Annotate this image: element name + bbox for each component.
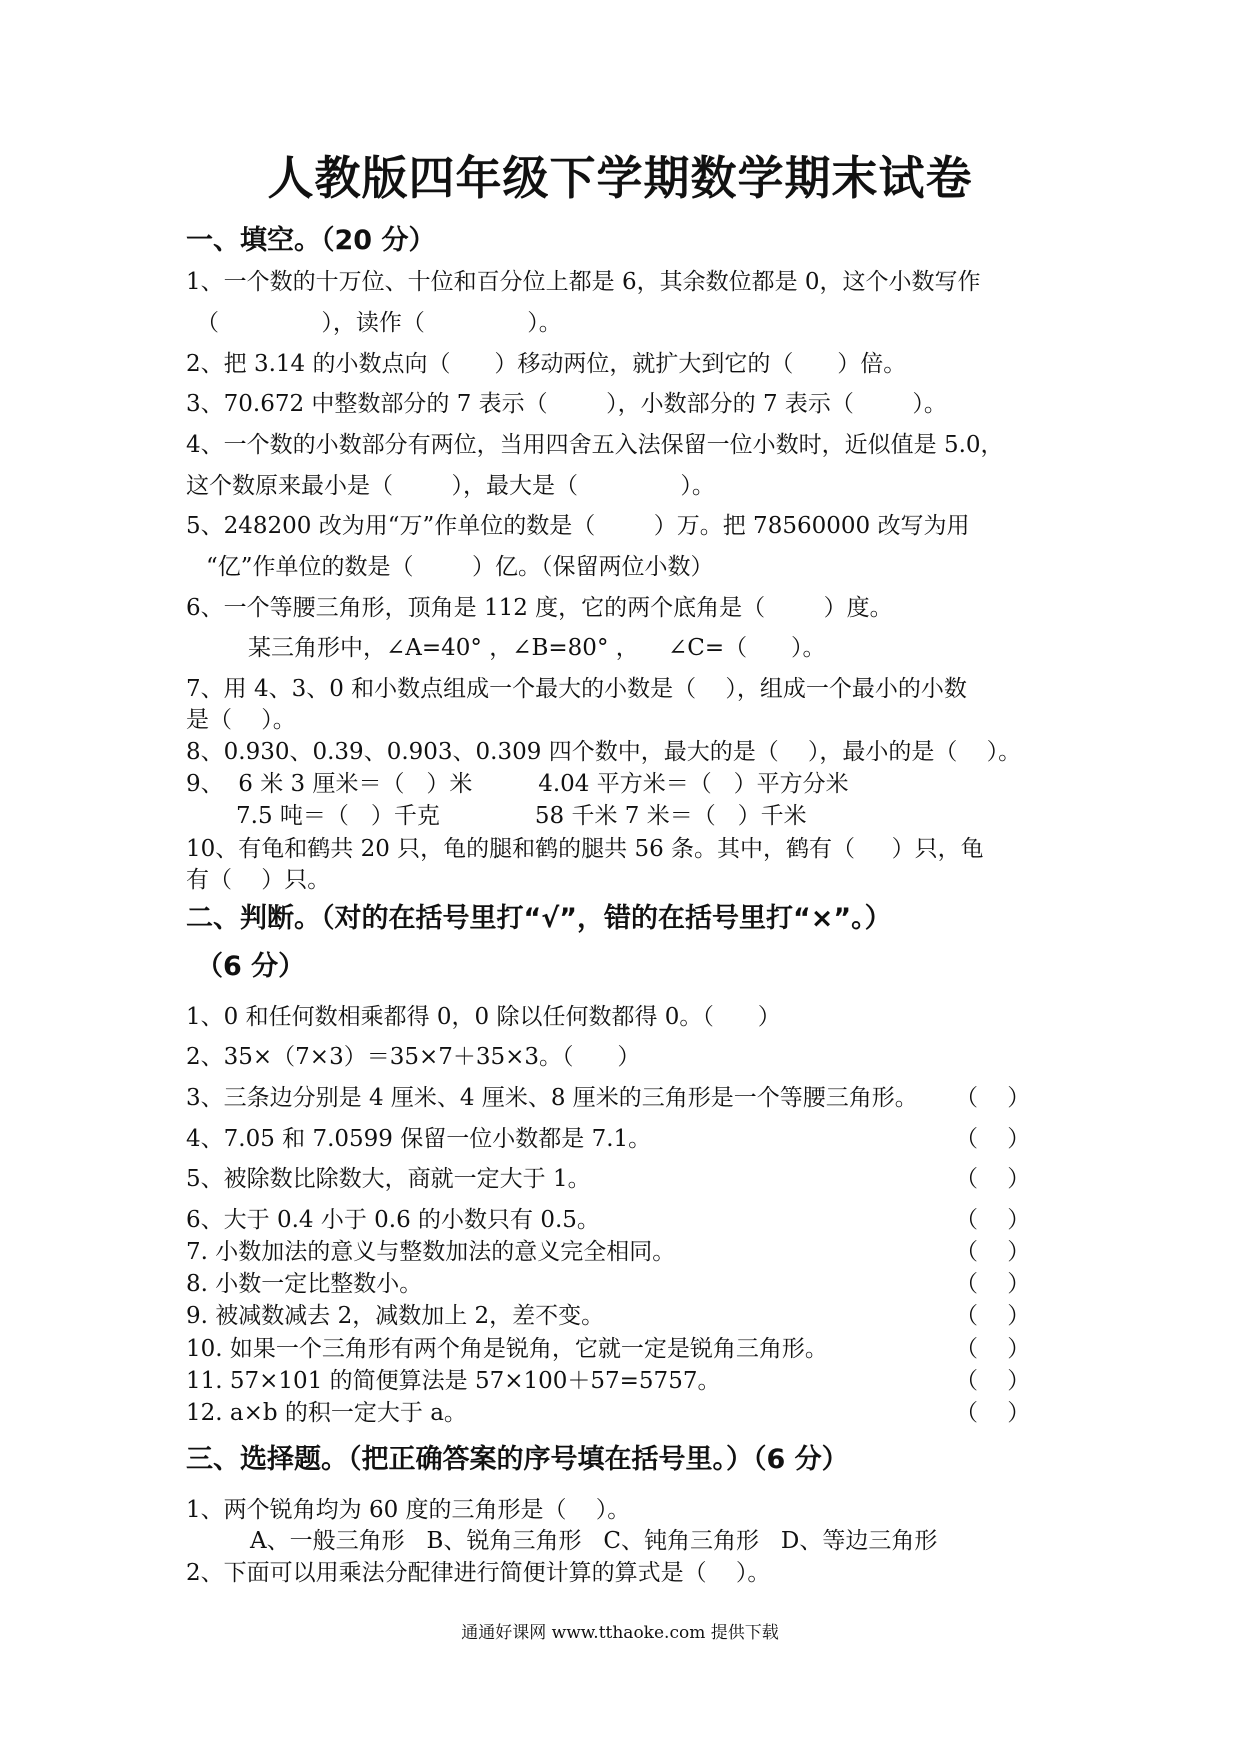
s2-item-9-answer: （ ） xyxy=(955,1303,1031,1329)
section-1-heading: 一、填空。（20 分） xyxy=(186,225,436,256)
s1-line-3: 2、把 3.14 的小数点向（ ）移动两位，就扩大到它的（ ）倍。 xyxy=(186,351,907,377)
s2-item-4: 4、7.05 和 7.0599 保留一位小数都是 7.1。 xyxy=(186,1126,652,1152)
s2-item-3: 3、三条边分别是 4 厘米、4 厘米、8 厘米的三角形是一个等腰三角形。 xyxy=(186,1085,918,1111)
s1-line-9: 6、一个等腰三角形，顶角是 112 度，它的两个底角是（ ）度。 xyxy=(186,595,893,621)
s1-line-16: 10、有龟和鹤共 20 只，龟的腿和鹤的腿共 56 条。其中，鹤有（ ）只，龟 xyxy=(186,836,984,862)
s2-item-7-answer: （ ） xyxy=(955,1239,1031,1265)
section-2-heading: 二、判断。（对的在括号里打“√”，错的在括号里打“×”。） xyxy=(186,903,892,934)
section-3-heading: 三、选择题。（把正确答案的序号填在括号里。）（6 分） xyxy=(186,1444,849,1475)
s2-item-10: 10. 如果一个三角形有两个角是锐角，它就一定是锐角三角形。 xyxy=(186,1336,828,1362)
s1-line-11: 7、用 4、3、0 和小数点组成一个最大的小数是（ ），组成一个最小的小数 xyxy=(186,676,967,702)
s1-line-5: 4、一个数的小数部分有两位，当用四舍五入法保留一位小数时，近似值是 5.0， xyxy=(186,432,1004,458)
s2-item-11-answer: （ ） xyxy=(955,1368,1031,1394)
s2-item-12-answer: （ ） xyxy=(955,1400,1031,1426)
s1-line-7: 5、248200 改为用“万”作单位的数是（ ）万。把 78560000 改写为用 xyxy=(186,513,970,539)
s3-line-2: A、一般三角形 B、锐角三角形 C、钝角三角形 D、等边三角形 xyxy=(250,1528,938,1554)
s2-item-7: 7. 小数加法的意义与整数加法的意义完全相同。 xyxy=(186,1239,676,1265)
s1-line-1: 1、一个数的十万位、十位和百分位上都是 6，其余数位都是 0，这个小数写作 xyxy=(186,269,981,295)
s2-item-6-answer: （ ） xyxy=(955,1207,1031,1233)
s1-line-12: 是（ ）。 xyxy=(186,707,296,733)
s2-item-5: 5、被除数比除数大，商就一定大于 1。 xyxy=(186,1166,591,1192)
s1-line-15: 7.5 吨＝（ ）千克 58 千米 7 米＝（ ）千米 xyxy=(236,803,807,829)
s2-item-12: 12. a×b 的积一定大于 a。 xyxy=(186,1400,467,1426)
s1-line-2: （ ），读作（ ）。 xyxy=(196,310,562,336)
s3-line-1: 1、两个锐角均为 60 度的三角形是（ ）。 xyxy=(186,1497,631,1523)
s2-item-8-answer: （ ） xyxy=(955,1271,1031,1297)
s2-item-10-answer: （ ） xyxy=(955,1336,1031,1362)
s1-line-14: 9、 6 米 3 厘米＝（ ）米 4.04 平方米＝（ ）平方分米 xyxy=(186,771,849,797)
s2-item-1: 1、0 和任何数相乘都得 0，0 除以任何数都得 0。（ ） xyxy=(186,1004,781,1030)
s2-item-2: 2、35×（7×3）＝35×7＋35×3。（ ） xyxy=(186,1044,641,1070)
s2-item-11: 11. 57×101 的简便算法是 57×100＋57=5757。 xyxy=(186,1368,721,1394)
s3-line-3: 2、下面可以用乘法分配律进行简便计算的算式是（ ）。 xyxy=(186,1560,771,1586)
page-title: 人教版四年级下学期数学期末试卷 xyxy=(267,151,973,205)
section-2-points: （6 分） xyxy=(196,951,306,982)
s1-line-17: 有（ ）只。 xyxy=(186,867,331,893)
s1-line-10: 某三角形中，∠A=40° ，∠B=80° ， ∠C=（ ）。 xyxy=(248,635,826,661)
footer-credit: 通通好课网 www.tthaoke.com 提供下载 xyxy=(461,1623,779,1643)
s2-item-9: 9. 被减数减去 2，减数加上 2，差不变。 xyxy=(186,1303,605,1329)
s1-line-6: 这个数原来最小是（ ），最大是（ ）。 xyxy=(186,473,715,499)
s2-item-3-answer: （ ） xyxy=(955,1085,1031,1111)
s2-item-6: 6、大于 0.4 小于 0.6 的小数只有 0.5。 xyxy=(186,1207,600,1233)
s2-item-8: 8. 小数一定比整数小。 xyxy=(186,1271,423,1297)
s1-line-13: 8、0.930、0.39、0.903、0.309 四个数中，最大的是（ ），最小的是（ ）。 xyxy=(186,739,1022,765)
s2-item-5-answer: （ ） xyxy=(955,1166,1031,1192)
s2-item-4-answer: （ ） xyxy=(955,1126,1031,1152)
s1-line-8: “亿”作单位的数是（ ）亿。（保留两位小数） xyxy=(206,554,714,580)
s1-line-4: 3、70.672 中整数部分的 7 表示（ ），小数部分的 7 表示（ ）。 xyxy=(186,391,947,417)
